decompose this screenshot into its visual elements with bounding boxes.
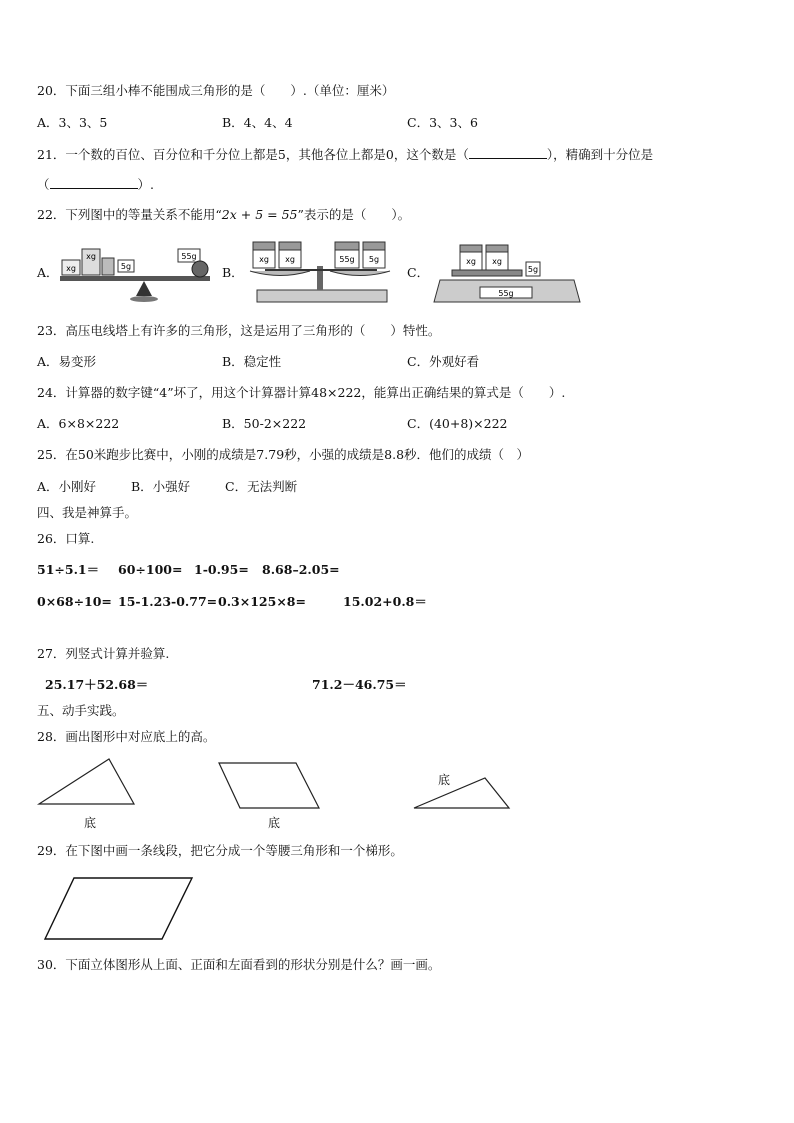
weight-label-1: xg (259, 255, 269, 264)
q21-blank-1 (469, 146, 547, 159)
q23-option-c: C．外观好看 (407, 354, 480, 369)
question-20: 20．下面三组小棒不能围成三角形的是（ ）.（单位：厘米） (37, 83, 395, 98)
section-4-heading: 四、我是神算手。 (37, 505, 138, 520)
q27-item-1: 25.17＋52.68＝ (45, 677, 149, 692)
q26-row2-item-3: 0.3×125×8= (218, 594, 306, 609)
weight-label-3: 5g (527, 265, 539, 274)
q23-option-a: A．易变形 (37, 354, 97, 369)
weight-top-2 (279, 242, 301, 250)
balance-pan-left (250, 271, 310, 276)
q27-item-2: 71.2－46.75＝ (312, 677, 407, 692)
seesaw-board (60, 276, 210, 281)
q26-row1-item-2: 60÷100= (118, 562, 183, 577)
q28-base-label-1: 底 (84, 816, 97, 830)
q24-option-a: A．6×8×222 (37, 416, 120, 431)
weight-label-2: xg (492, 257, 502, 266)
balance-pan-right (330, 271, 390, 276)
parallelogram-outline (219, 763, 319, 808)
weight-label-3: 5g (120, 262, 132, 271)
q24-option-b: B．50-2×222 (222, 416, 307, 431)
weight-label-2: xg (86, 252, 96, 261)
scale-reading: 55g (498, 289, 514, 298)
question-24: 24．计算器的数字键“4”坏了，用这个计算器计算48×222，能算出正确结果的算式是（ ）. (37, 385, 566, 400)
q23-option-b: B．稳定性 (222, 354, 282, 369)
question-22 (37, 207, 410, 223)
q29-parallelogram (44, 877, 196, 941)
q26-row2-item-4: 15.02+0.8＝ (343, 594, 427, 609)
q21-text-1: 21．一个数的百位、百分位和千分位上都是5，其他各位上都是0，这个数是（ (37, 147, 469, 162)
weight-label-1: xg (466, 257, 476, 266)
q28-parallelogram (218, 762, 322, 810)
weight-label-3: 55g (339, 255, 355, 264)
q22-label-c: C． (407, 265, 430, 280)
weight-top-3 (335, 242, 359, 250)
q22-figure-c (432, 242, 582, 306)
question-26: 26．口算. (37, 531, 95, 546)
q26-row1-item-4: 8.68–2.05= (262, 562, 340, 577)
weight-label-2: xg (285, 255, 295, 264)
q22-figure-a (60, 244, 220, 306)
q28-base-label-2: 底 (268, 816, 281, 830)
q21-text-3: （ (37, 177, 50, 192)
weight-top-1 (460, 245, 482, 252)
q24-option-c: C．(40+8)×222 (407, 416, 508, 431)
parallelogram-outline (45, 878, 192, 939)
question-27: 27．列竖式计算并验算. (37, 646, 170, 661)
weight-top-1 (253, 242, 275, 250)
q26-row1-item-1: 51÷5.1＝ (37, 562, 100, 577)
seesaw-pivot (136, 281, 152, 296)
weight-top-4 (363, 242, 385, 250)
q25-option-b: B．小强好 (131, 479, 191, 494)
q26-row2-item-2: 15-1.23-0.77= (118, 594, 218, 609)
balance-base (257, 290, 387, 302)
q28-base-label-3: 底 (438, 773, 451, 787)
question-21-line1 (37, 146, 653, 163)
q28-triangle-2 (413, 777, 513, 811)
question-21-line2 (37, 176, 154, 193)
q22-label-b: B． (222, 265, 244, 280)
weight-label-1: xg (66, 264, 76, 273)
question-29: 29．在下图中画一条线段，把它分成一个等腰三角形和一个梯形。 (37, 843, 403, 858)
question-28: 28．画出图形中对应底上的高。 (37, 729, 216, 744)
section-5-heading: 五、动手实践。 (37, 703, 125, 718)
weight-ball (192, 261, 208, 277)
weight-top-2 (486, 245, 508, 252)
triangle-outline (414, 778, 509, 808)
weight-box-3 (102, 258, 114, 275)
q25-option-a: A．小刚好 (37, 479, 97, 494)
q25-option-c: C．无法判断 (225, 479, 298, 494)
q22-figure-b (245, 240, 395, 306)
seesaw-base (130, 296, 158, 302)
q28-triangle-1 (38, 758, 138, 806)
question-30: 30．下面立体图形从上面、正面和左面看到的形状分别是什么？画一画。 (37, 957, 441, 972)
q20-option-b: B．4、4、4 (222, 115, 293, 130)
q21-text-4: ）. (137, 177, 154, 192)
scale-plate (452, 270, 522, 276)
triangle-outline (39, 759, 134, 804)
question-25: 25．在50米跑步比赛中，小刚的成绩是7.79秒，小强的成绩是8.8秒．他们的成绩（ ） (37, 447, 530, 462)
q22-text-b: ”表示的是（ ）。 (297, 207, 411, 222)
q22-equation: 2x + 5 = 55 (221, 207, 298, 222)
q20-option-c: C．3、3、6 (407, 115, 478, 130)
weight-label-4: 55g (181, 252, 197, 261)
q26-row1-item-3: 1-0.95= (194, 562, 249, 577)
q21-blank-2 (50, 176, 138, 189)
weight-label-4: 5g (368, 255, 380, 264)
q21-text-2: ），精确到十分位是 (546, 147, 654, 162)
q20-option-a: A．3、3、5 (37, 115, 108, 130)
q26-row2-item-1: 0×68÷10= (37, 594, 112, 609)
q22-label-a: A． (37, 265, 59, 280)
question-23: 23．高压电线塔上有许多的三角形，这是运用了三角形的（ ）特性。 (37, 323, 441, 338)
q22-text-a: 22．下列图中的等量关系不能用“ (37, 207, 222, 222)
